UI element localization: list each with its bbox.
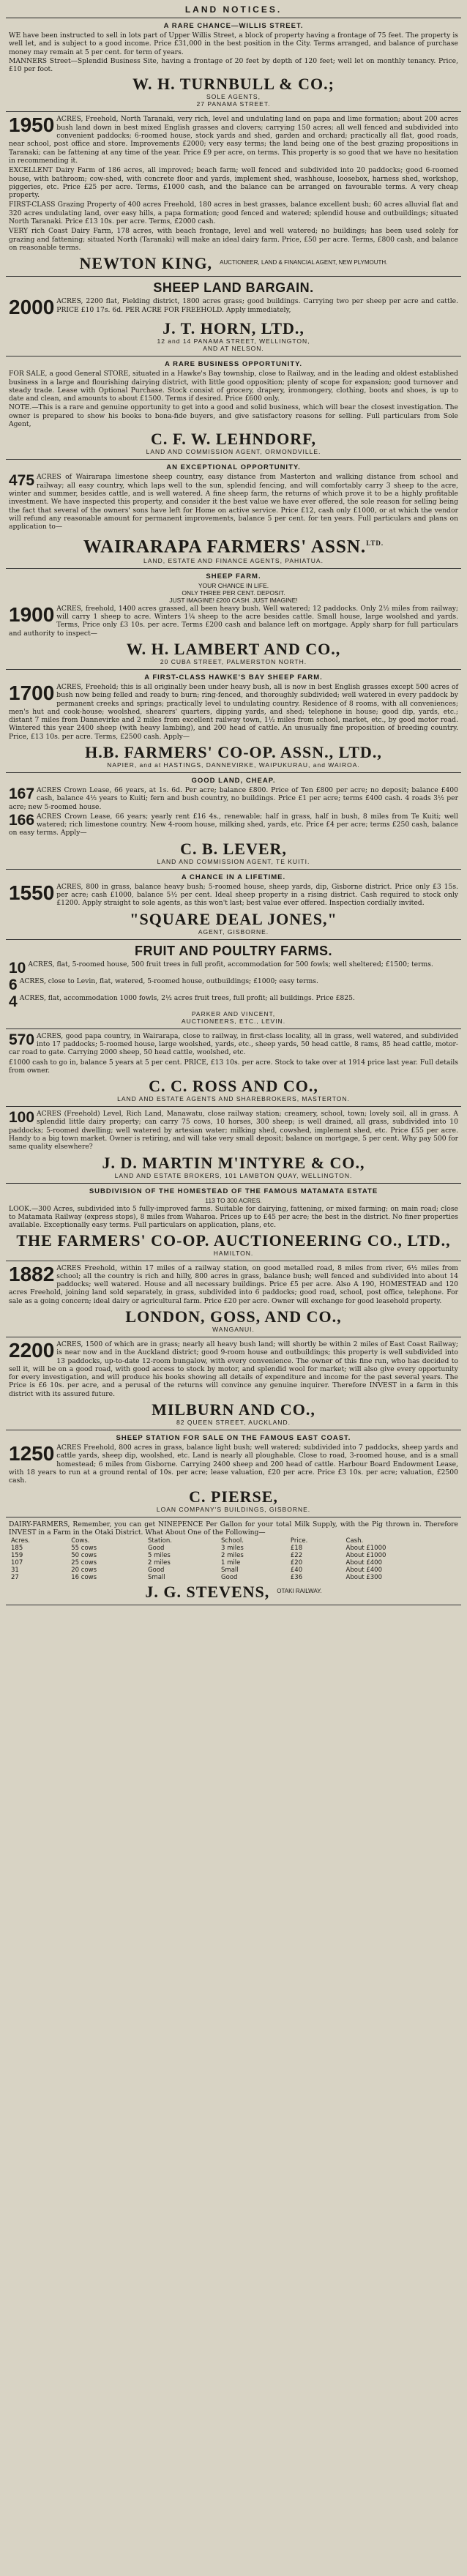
ad-heading: SHEEP FARM. [206,572,261,580]
ad-paragraph [9,1205,458,1230]
ad-body-text: ACRES (Freehold) Level, Rich Land, Manawatu, close railway station; creamery, school, town; lovely soil, all in grass. A splendid little dairy property; can carry 75 cows, 10 horses, 300 sheep; is well drained, all grass, subdivided into 10 paddocks; 5-roomed dwelling; well watered by artesian water; milking shed, cowshed, implement shed, etc. Price £55 per acre. Handy to a big town market. Owner is retiring, and will take very small deposit; balance on mortgage, 5 per cent. Why pay 500 for same quality elsewhere? [9,1110,458,1151]
table-cell: 5 miles [148,1552,171,1560]
ad-paragraph [9,1032,458,1057]
table-cell: About £400 [345,1559,382,1567]
ad-paragraph [9,976,458,993]
firm-name: WAIRARAPA FARMERS' ASSN.$^{LTD.}$ [83,537,384,557]
ad-paragraph [9,1264,458,1305]
ad-paragraph [9,1059,458,1075]
ad-heading: FRUIT AND POULTRY FARMS. [135,943,332,958]
table-header-cell: Price. [290,1537,308,1545]
table-header-cell: Cash. [345,1537,364,1545]
ad-paragraph [9,993,458,1010]
firm-suffix: LTD. [366,540,384,548]
table-cell: 55 cows [71,1545,97,1553]
table-cell: 20 cows [71,1567,97,1575]
advertisement [6,569,461,670]
firm-address: LAND AND COMMISSION AGENT, TE KUITI. [157,857,310,865]
ad-paragraph [9,31,458,56]
ad-body-text: EXCELLENT Dairy Farm of 186 acres, all improved; beach farm; well fenced and subdivided into 20 paddocks; good 6-roomed house, with bathroom; cow-shed, with concrete floor and yards, implement shed, washhouse, loosebox, harness shed, workshop, piggeries, etc. Price £25 per acre. Terms, £1000 cash, and the balance can be arranged on favourable terms. A very cheap property. [9,166,458,200]
ad-heading: SHEEP STATION FOR SALE ON THE FAMOUS EAST COAST. [116,1434,351,1443]
table-cell: Good [221,1574,238,1582]
advertisement [6,112,461,277]
firm-name: MILBURN AND CO., [152,1400,315,1419]
firm-address: HAMILTON. [213,1249,254,1257]
advertisement [6,773,461,870]
ad-paragraph [9,227,458,252]
ad-body-text: ACRES of Wairarapa limestone sheep country, easy distance from Masterton and walking distance from school and railway; all easy country, which laps well to the sun, splendid fencing, and will comfortably carry 3 sheep to the acre, winter and summer, besides cattle, and is well watered. A fine sheep farm, the returns of which prove it to be a highly profitable investment. We have inspected this property, and consider it the best value we have ever offered, the sole reason for selling being the fact that several of the owners' sons have left for Home on active service. Price £12, cash only £1000, or at which the vendor will refund any reasonable amount for permanent improvements, balance 5 per cent. for ten years. Full particulars and plans on application to— [9,473,458,531]
firm-address: LAND, ESTATE AND FINANCE AGENTS, PAHIATUA. [143,556,324,564]
advertisement [6,1337,461,1430]
firm-address: AUCTIONEERS, ETC., LEVIN. [181,1017,286,1025]
ad-body-text: ACRES, good papa country, in Wairarapa, close to railway, in first-class locality, all in grass, well watered, and subdivided into 17 paddocks; 5-roomed house, large woolshed, yards, etc., sheep yards, 50 head cattle, 8 rams, 85 head cattle, motor-car road to gate. Carrying 2000 sheep, 50 head cattle, woolshed, etc. [9,1031,458,1057]
masthead: LAND NOTICES. [6,0,461,18]
acreage-figure: 167 [9,785,35,802]
ad-subheading: YOUR CHANCE IN LIFE. [198,581,269,589]
firm-name: J. T. HORN, LTD., [162,319,305,338]
advertisement [6,1107,461,1183]
ad-body-text: ACRES Freehold, 800 acres in grass, balance light bush; well watered; subdivided into 7 paddocks, sheep yards and cattle yards, sheep dip, woolshed, etc. Land is nearly all ploughable. Close to road, 3-roomed house, and is a small homestead; 6 miles from Gisborne. Carrying 2400 sheep and 200 head of cattle. Harbour Board Endowment Lease, with 18 years to run at a ground rental of 10s. per acre; lease valuation, £20 per acre. Price £3 10s. per acre; valuation, £2500 cash. [9,1444,458,1485]
ad-body-text: LOOK.—300 Acres, subdivided into 5 fully-improved farms. Suitable for dairying, fattening, or mixed farming; on main road; close to Matamata Railway (express stops), 8 miles from Waharoa. Prices up to £45 per acre; the best in the district. No finer properties available. Exceptionally easy terms. Full particulars on application, plans, etc. [9,1204,458,1230]
advertisement [6,870,461,940]
ad-subheading: 113 TO 300 ACRES. [205,1196,262,1204]
advertisement [6,460,461,568]
ad-subheading: JUST IMAGINE! £200 CASH. JUST IMAGINE! [169,596,298,604]
firm-side-text: AUCTIONEER, LAND & FINANCIAL AGENT, NEW PLYMOUTH. [220,258,388,266]
ad-heading: SHEEP LAND BARGAIN. [153,280,314,296]
ad-paragraph [9,166,458,199]
ad-heading: A RARE BUSINESS OPPORTUNITY. [164,360,303,369]
firm-address: LAND AND ESTATE AGENTS AND SHAREBROKERS, MASTERTON. [117,1095,350,1103]
table-cell: About £300 [345,1574,382,1582]
table-cell: 25 cows [71,1559,97,1567]
firm-address: SOLE AGENTS, [206,93,261,101]
firm-name: C. F. W. LEHNDORF, [150,430,317,449]
ad-body-text: WE have been instructed to sell in lots part of Upper Willis Street, a block of property having a frontage of 75 feet. The property is well let, and is subject to a good income. Price £31,000 in the best position in the City. Terms arranged, and balance of purchase money may remain at 5 per cent. for term of years. [9,31,458,56]
acreage-figure: 475 [9,472,35,490]
advertisement [6,1029,461,1107]
firm-address: LAND AND ESTATE BROKERS, 101 LAMBTON QUAY, WELLINGTON. [114,1171,353,1179]
advertisement [6,940,461,1029]
ad-body-text: ACRES, 800 in grass, balance heavy bush; 5-roomed house, sheep yards, dip, Gisborne district. Price only £3 15s. per acre; cash £1000, balance 5½ per cent. Ideal sheep property in a rising district. Cash required to stock only £1200. Apply straight to sole agents, as this won't last; best value ever offered. Inspection cordially invited. [56,882,458,908]
firm-address: 82 QUEEN STREET, AUCKLAND. [176,1419,291,1427]
table-cell: 1 mile [221,1559,241,1567]
ad-body-text: ACRES, 2200 flat, Fielding district, 1800 acres grass; good buildings. Carrying two per sheep per acre and cattle. PRICE £10 17s. 6d. PER ACRE FOR FREEHOLD. Apply immediately, [56,297,458,314]
ad-body-text: ACRES, Freehold; this is all originally been under heavy bush, all is now in best English grasses except 500 acres of bush now being felled and ready to burn; ring-fenced, and thoroughly subdivided; well watered in every paddock by permanent creeks and springs; practically level to undulating country. Residence of 8 rooms, with all conveniences; men's hut and cook-house; woolshed, shearers' quarters, dipping yards, and shed; telephone in house; good dip, yards, etc.; distant 7 miles from Dannevirke and 2 miles from excellent railway town, 1½ miles from school, market, etc., by good motor road. Wintered this year 2400 sheep (with heavy lambing), and 200 head of cattle. An unusually fine proposition of breeding country. Price, £13 10s. per acre. Terms, £2500 cash. Apply— [9,682,458,741]
firm-name: "SQUARE DEAL JONES," [130,909,337,928]
table-cell: Small [148,1574,165,1582]
ad-body-text: ACRES Crown Lease, 66 years, at 1s. 6d. Per acre; balance £800. Price of Ten £800 per acre; no deposit; balance £400 cash, balance 4½ years to Kuiti; fern and bush country, no buildings. Price £1 per acre; terms £400 cash. 4 roads 3½ per acre; new 5-roomed house. [9,785,458,811]
ad-heading: A CHANCE IN A LIFETIME. [181,873,286,881]
table-header-cell: Acres. [11,1537,31,1545]
firm-name: THE FARMERS' CO-OP. AUCTIONEERING CO., LTD., [16,1231,451,1250]
advertisement [6,1517,461,1606]
firm-name: C. PIERSE, [189,1487,278,1506]
table-cell: 3 miles [221,1545,244,1553]
firm-name: W. H. LAMBERT AND CO., [126,639,341,658]
table-cell: 2 miles [221,1552,244,1560]
firm-name: J. G. STEVENS, [145,1583,270,1602]
ad-body-text: VERY rich Coast Dairy Farm, 178 acres, with beach frontage, level and well watered; no buildings; has been used solely for grazing and fattening; situated North (Taranaki) will make an ideal dairy farm. Price, £50 per acre. Terms, £800 cash, and balance on reasonable terms. [9,227,458,252]
firm-address: 12 and 14 PANAMA STREET, WELLINGTON, [157,337,310,346]
advertisement [6,1261,461,1337]
advertisement [6,356,461,460]
ad-body-text: NOTE.—This is a rare and genuine opportunity to get into a good and solid business, which will bear the closest investigation. The owner is prepared to show his books to bona-fide buyers, and give satisfactory reasons for selling. Full particulars from Sole Agent, [9,403,458,429]
table-row [9,1574,458,1581]
ad-heading: A RARE CHANCE—WILLIS STREET. [163,22,304,30]
firm-address: 20 CUBA STREET, PALMERSTON NORTH. [160,657,307,665]
acreage-figure: 1900 [9,602,55,626]
table-cell: About £400 [345,1567,382,1575]
table-cell: Good [148,1545,165,1553]
ad-paragraph [9,201,458,225]
ad-subheading: ONLY THREE PER CENT. DEPOSIT. [182,589,285,597]
firm-name: NEWTON KING, [79,254,213,273]
table-cell: 107 [11,1559,23,1567]
ad-body-text: ACRES, Freehold, North Taranaki, very rich, level and undulating land on papa and lime formation; about 200 acres bush land down in best mixed English grasses and clovers; carrying 150 acres; all well fenced and subdivided into convenient paddocks; 6-roomed house, stock yards and shed, garden and orchard; practically all flat, good roads, near school, post office and store. Improvements £2000; very easy terms; the land being one of the best grazing propositions in Taranaki; can be fattening at any time of the year. Price £9 per acre, on terms. This property is so good that we have no hesitation in recommending it. [9,115,458,165]
firm-address: AND AT NELSON. [203,345,264,353]
table-cell: Good [148,1567,165,1575]
ad-paragraph [9,683,458,741]
ad-body-text: ACRES, flat, 5-roomed house, 500 fruit trees in full profit, accommodation for 500 fowls; well sheltered; £1500; terms. [28,960,433,968]
ad-heading: SUBDIVISION OF THE HOMESTEAD OF THE FAMOUS MATAMATA ESTATE [89,1187,378,1195]
table-cell: 50 cows [71,1552,97,1560]
ad-body-text: ACRES, close to Levin, flat, watered, 5-roomed house, outbuildings; £1000; easy terms. [19,977,318,985]
table-row [9,1567,458,1574]
table-header-cell: Cows. [71,1537,90,1545]
ad-paragraph [9,1110,458,1151]
ad-paragraph [9,296,458,319]
ad-paragraph [9,602,458,638]
firm-name: LONDON, GOSS, AND CO., [125,1307,342,1326]
ad-heading: GOOD LAND, CHEAP. [191,776,276,785]
ad-body-text: £1000 cash to go in, balance 5 years at 5 per cent. PRICE, £13 10s. per acre. Stock to take over at 1914 price last year. Full details from owner. [9,1058,458,1075]
firm-address: WANGANUI. [212,1326,255,1333]
ad-body-text: ACRES Freehold, within 17 miles of a railway station, on good metalled road, 8 miles from river, 6½ miles from school; all the country is rich and hilly, 800 acres in grass, balance bush; well fenced and subdivided into about 14 paddocks; well watered. House and all necessary buildings. Price £5 per acre. Also A 190, HOMESTEAD and 120 acres Freehold, joining land sold separately, in grass, subdivided into 6 paddocks; good road, school, post office, telephone. For sale as a going concern; ideal dairy or agricultural farm. Price £20 per acre. Owner will exchange for good leasehold property. [9,1263,458,1305]
table-row [9,1559,458,1567]
ad-body-text: ACRES, flat, accommodation 1000 fowls, 2½ acres fruit trees, full profit; all buildings. Price £825. [19,993,355,1002]
firm-address: LOAN COMPANY'S BUILDINGS, GISBORNE. [156,1505,311,1513]
table-row [9,1545,458,1552]
ad-paragraph [9,403,458,428]
firm-row [9,1581,458,1601]
ad-body-text: FOR SALE, a good General STORE, situated in a Hawke's Bay township, close to Railway, and in the leading and oldest established business in a large and flourishing dairying district, with little good opposition; plenty of scope for expansion; good turnover and steady trade. Lease with Optional Purchase. Stock consist of grocery, drapery, ironmongery, clothing, boots and shoes, is up to date and clean, and amounts to about £1500. Terms if desired. Price £600 only. [9,370,458,403]
advertisement [6,1184,461,1261]
advertisement [6,18,461,112]
acreage-figure: 100 [9,1109,35,1127]
table-row [9,1552,458,1559]
ad-body-text: ACRES Crown Lease, 66 years; yearly rent £16 4s., renewable; half in grass, half in bush, 8 miles from Te Kuiti; well watered; rich limestone country. New 4-room house, milking shed, yards, etc. Price £4 per acre; terms £250 cash, balance on easy terms. Apply— [9,812,458,837]
acreage-figure: 166 [9,811,35,829]
advertisement [6,1430,461,1517]
firm-address: 27 PANAMA STREET. [196,100,271,108]
acreage-figure: 1550 [9,881,55,904]
ad-paragraph [9,1444,458,1485]
ad-paragraph [9,959,458,977]
table-cell: About £1000 [345,1545,386,1553]
acreage-figure: 1250 [9,1442,55,1466]
firm-row [9,253,458,272]
acreage-figure: 6 [9,976,18,993]
table-cell: 27 [11,1574,19,1582]
ad-paragraph [9,1520,458,1537]
firm-address: PARKER AND VINCENT, [191,1009,276,1018]
acreage-figure: 4 [9,993,18,1010]
table-cell: About £1000 [345,1552,386,1560]
ad-paragraph [9,786,458,811]
ad-heading: A FIRST-CLASS HAWKE'S BAY SHEEP FARM. [144,673,323,682]
table-cell: 16 cows [71,1574,97,1582]
ad-body-text: FIRST-CLASS Grazing Property of 400 acres Freehold, 180 acres in best grasses, balance excellent bush; 60 acres alluvial flat and 320 acres undulating land, over easy hills, a papa formation; good fenced and watered; splendid house and outbuildings; situated North Taranaki. Price £13 10s. per acre. Terms, £2000 cash. [9,201,458,226]
ad-body-text: ACRES, 1500 of which are in grass; nearly all heavy bush land; will shortly be within 2 miles of East Coast Railway; is near now and in the Auckland district; good 9-room house and outbuildings; this property is well subdivided into 13 paddocks, up-to-date 12-room bungalow, with every convenience. The owner of this fine run, who has decided to sell it, will be on a good road, with good access to stock by motor, and splendid wool for market; will also give every opportunity for every investigation, and will produce his books showing all details of expenditure and income for the past several years. The Price is £6 10s. per acre, and a perusal of the returns will convince any genuine inquirer. Therefore INVEST in a farm in this district with its assured future. [9,1340,458,1398]
firm-address: NAPIER, and at HASTINGS, DANNEVIRKE, WAIPUKURAU, and WAIROA. [107,761,360,769]
advertisement [6,670,461,773]
ad-paragraph [9,370,458,403]
ad-paragraph [9,883,458,908]
table-cell: 159 [11,1552,23,1560]
table-header-cell: School. [221,1537,244,1545]
acreage-figure: 10 [9,959,26,977]
firm-name: W. H. TURNBULL & CO.; [132,75,335,94]
firm-name: C. C. ROSS AND CO., [149,1077,318,1096]
ad-heading: AN EXCEPTIONAL OPPORTUNITY. [166,463,301,472]
table-cell: Small [221,1567,239,1575]
firm-address: AGENT, GISBORNE. [198,927,269,936]
acreage-figure: 1950 [9,113,55,137]
firm-name: J. D. MARTIN M'INTYRE & CO., [102,1153,365,1172]
ad-body-text: MANNERS Street—Splendid Business Site, having a frontage of 20 feet by depth of 120 feet; well let on monthly tenancy. Price, £10 per foot. [9,56,458,74]
table-cell: £22 [290,1552,303,1560]
ad-paragraph [9,813,458,837]
table-cell: £18 [290,1545,303,1553]
ads-column [6,18,461,1605]
table-header-cell: Station. [148,1537,172,1545]
table-cell: 185 [11,1545,23,1553]
ad-paragraph [9,57,458,74]
table-cell: £40 [290,1567,303,1575]
firm-name: H.B. FARMERS' CO-OP. ASSN., LTD., [85,742,382,761]
acreage-figure: 1700 [9,681,55,704]
ad-paragraph [9,1340,458,1398]
acreage-figure: 2000 [9,296,55,319]
table-cell: 31 [11,1567,19,1575]
ad-paragraph [9,473,458,531]
firm-name: C. B. LEVER, [180,839,287,858]
table-cell: 2 miles [148,1559,171,1567]
ad-body-text: ACRES, freehold, 1400 acres grassed, all been heavy bush. Well watered; 12 paddocks. Only 2½ miles from railway; will carry 1 sheep to acre. Winters 1¼ sheep to the acre besides cattle. Small house, large woolshed and yards. Terms, Price only £3 10s. per acre. Terms £200 cash and balance left on mortgage. Apply sharp for full particulars and authority to inspect— [9,604,458,638]
acreage-figure: 570 [9,1031,35,1048]
dairy-farm-table [9,1537,458,1581]
ad-body-text: DAIRY-FARMERS, Remember, you can get NINEPENCE Per Gallon for your total Milk Supply, with the Pig thrown in. Therefore INVEST in a Farm in the Otaki District. What About One of the Following— [9,1520,458,1537]
advertisement [6,277,461,356]
firm-side-text: OTAKI RAILWAY. [277,1587,322,1594]
acreage-figure: 2200 [9,1339,55,1362]
table-cell: £36 [290,1574,303,1582]
firm-address: LAND AND COMMISSION AGENT, ORMONDVILLE. [146,448,321,456]
acreage-figure: 1882 [9,1262,55,1285]
table-cell: £20 [290,1559,303,1567]
land-notices-page [6,0,461,2576]
ad-paragraph [9,115,458,165]
